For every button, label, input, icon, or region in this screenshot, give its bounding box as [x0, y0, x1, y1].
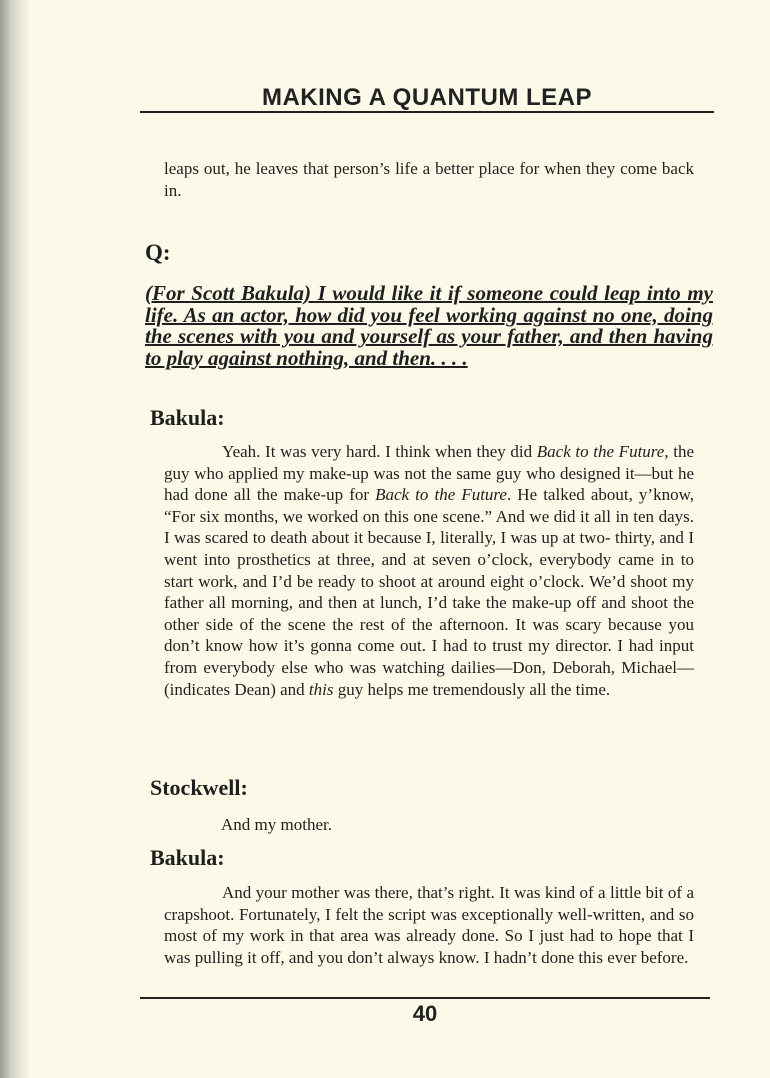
- speaker-label: Stockwell:: [150, 775, 248, 800]
- film-title: Back to the Future: [375, 485, 507, 505]
- answer-paragraph: And your mother was there, that’s right. It was kind of a little bit of a crapshoot. Fortunately, I felt the script was exceptionally well-written, and so most of my work in that area was already done. So I just had to hope that I was pulling it off, and you don’t always know. I hadn’t done this ever before.: [164, 883, 694, 967]
- answer-text: Yeah. It was very hard. I think when they did: [222, 442, 537, 461]
- answer-paragraph: And my mother.: [221, 815, 332, 834]
- page-number: 40: [412, 1001, 438, 1026]
- intro-paragraph: leaps out, he leaves that person’s life a better place for when they come back in.: [164, 159, 694, 200]
- speaker-label: Bakula:: [150, 405, 225, 430]
- speaker-label: Bakula:: [150, 845, 225, 870]
- question-label: Q:: [145, 240, 171, 265]
- footer-rule: [140, 997, 710, 999]
- audience-question: (For Scott Bakula) I would like it if someone could leap into my life. As an actor, how did you feel working against no one, doing the scenes with you and yourself as your father, and then having to play against nothing, and then. . . .: [145, 281, 713, 370]
- header-rule: [140, 111, 714, 113]
- answer-paragraph: [164, 441, 694, 700]
- answer-text: guy helps me tremendously all the time.: [333, 679, 611, 699]
- answer-text: , the guy who applied my make-up was not the same guy who designed it—but he had done all the make-up for: [164, 442, 694, 505]
- emphasis: this: [308, 679, 334, 699]
- answer-text: . He talked about, y’know, “For six months, we worked on this one scene.” And we did it all in ten days. I was scared to death about it because I, literally, I was up at two- thirty, and I went into prosthetics at three, and at seven o’clock, everybody came in to start work, and I’d be ready to shoot at around eight o’clock. We’d shoot my father all morning, and then at lunch, I’d take the make-up off and shoot the other side of the scene the rest of the afternoon. It was scary because you don’t know how it’s gonna come out. I had to trust my director. I had input from everybody else who was watching dailies—Don, Deborah, Michael—(indicates Dean) and: [164, 485, 694, 699]
- running-header: MAKING A QUANTUM LEAP: [261, 84, 593, 111]
- page-edge-shadow: [0, 0, 30, 1078]
- film-title: Back to the Future: [536, 442, 665, 461]
